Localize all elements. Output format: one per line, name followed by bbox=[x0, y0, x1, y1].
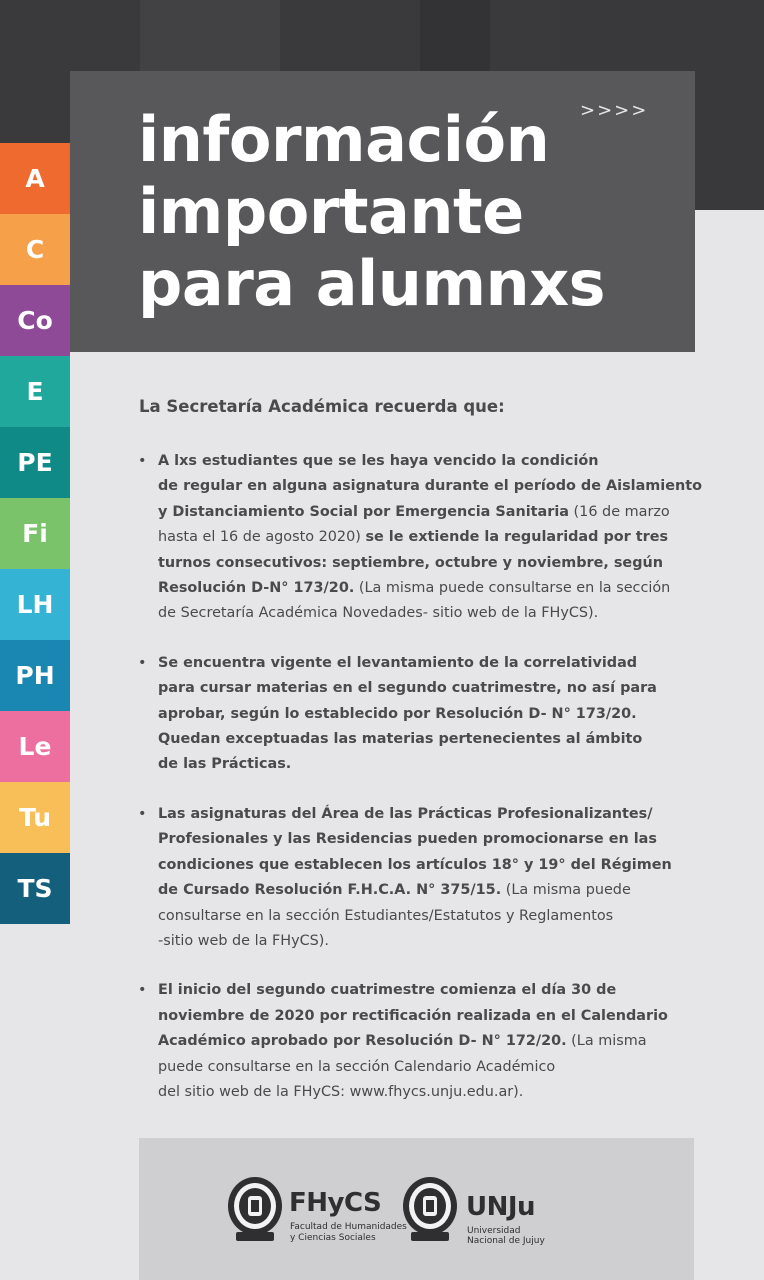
career-tab-lh: LH bbox=[0, 569, 70, 640]
career-tab-tu: Tu bbox=[0, 782, 70, 853]
notice-line bbox=[158, 651, 708, 676]
fhycs-seal-icon bbox=[226, 1174, 284, 1244]
notice-line bbox=[158, 551, 708, 576]
unju-seal-icon bbox=[401, 1174, 459, 1244]
title-line-1: información bbox=[138, 103, 550, 176]
title-line-2: importante bbox=[138, 175, 524, 248]
notice-text: de Secretaría Académica Novedades- sitio web de la FHyCS). bbox=[158, 605, 599, 622]
notice-line bbox=[158, 878, 708, 903]
notice-text-bold: de las Prácticas. bbox=[158, 756, 292, 773]
notice-text-bold: turnos consecutivos: septiembre, octubre y noviembre, según bbox=[158, 554, 663, 571]
notice-line bbox=[158, 1080, 708, 1105]
notice-text-bold: condiciones que establecen los artículos 18° y 19° del Régimen bbox=[158, 856, 672, 873]
career-tab-ph: PH bbox=[0, 640, 70, 711]
footer-logos bbox=[139, 1138, 694, 1280]
title-arrows: >>>> bbox=[580, 100, 649, 121]
notice-text-bold: Académico aprobado por Resolución D- N° 172/20. bbox=[158, 1033, 567, 1050]
notice-text-bold: y Distanciamiento Social por Emergencia Sanitaria bbox=[158, 503, 569, 520]
career-tab-co: Co bbox=[0, 285, 70, 356]
notice-text-bold: se le extiende la regularidad por tres bbox=[365, 529, 669, 546]
notice-line bbox=[158, 904, 708, 929]
career-tab-c: C bbox=[0, 214, 70, 285]
fhycs-subtitle-1: Facultad de Humanidades bbox=[290, 1222, 407, 1232]
notice-line bbox=[158, 449, 708, 474]
notice-text-bold: A lxs estudiantes que se les haya vencido la condición bbox=[158, 453, 599, 469]
notice-item bbox=[138, 449, 708, 627]
career-tabs bbox=[0, 143, 70, 924]
notice-text-bold: para cursar materias en el segundo cuatrimestre, no así para bbox=[158, 680, 657, 697]
notice-line bbox=[158, 727, 708, 752]
notice-text-bold: Quedan exceptuadas las materias pertenecientes al ámbito bbox=[158, 731, 643, 748]
notice-text: (16 de marzo bbox=[568, 503, 670, 520]
notice-line bbox=[158, 1029, 708, 1054]
career-tab-pe: PE bbox=[0, 427, 70, 498]
notice-text-bold: de regular en alguna asignatura durante el período de Aislamiento bbox=[158, 478, 702, 495]
notice-list bbox=[138, 449, 708, 1105]
fhycs-subtitle-2: y Ciencias Sociales bbox=[290, 1233, 376, 1243]
career-tab-ts: TS bbox=[0, 853, 70, 924]
career-tab-a: A bbox=[0, 143, 70, 214]
notice-line bbox=[158, 525, 708, 550]
notice-line bbox=[158, 827, 708, 852]
notice-text: consultarse en la sección Estudiantes/Estatutos y Reglamentos bbox=[158, 907, 614, 924]
intro-text: La Secretaría Académica recuerda que: bbox=[139, 397, 505, 416]
unju-name: UNJu bbox=[466, 1192, 536, 1222]
notice-line bbox=[158, 676, 708, 701]
notice-line bbox=[158, 752, 708, 777]
unju-subtitle-1: Universidad bbox=[467, 1226, 521, 1236]
notice-text: puede consultarse en la sección Calendario Académico bbox=[158, 1058, 556, 1075]
notice-text-bold: Las asignaturas del Área de las Prácticas Profesionalizantes/ bbox=[158, 805, 653, 822]
notice-line bbox=[158, 853, 708, 878]
notice-line bbox=[158, 500, 708, 525]
notice-line bbox=[158, 978, 708, 1003]
bullet-dot: • bbox=[138, 982, 147, 999]
notice-line bbox=[158, 576, 708, 601]
notice-line bbox=[158, 702, 708, 727]
title-line-3: para alumnxs bbox=[138, 247, 606, 320]
notice-line bbox=[158, 1055, 708, 1080]
notice-item bbox=[138, 978, 708, 1105]
notice-line bbox=[158, 474, 708, 499]
notice-text: (La misma bbox=[566, 1033, 647, 1050]
notice-text-bold: noviembre de 2020 por rectificación realizada en el Calendario bbox=[158, 1007, 668, 1024]
notice-item bbox=[138, 651, 708, 778]
bullet-dot: • bbox=[138, 453, 147, 469]
notice-line bbox=[158, 601, 708, 626]
bullet-dot: • bbox=[138, 654, 147, 671]
notice-item bbox=[138, 802, 708, 954]
fhycs-name: FHyCS bbox=[289, 1188, 382, 1218]
career-tab-le: Le bbox=[0, 711, 70, 782]
notice-text-bold: de Cursado Resolución F.H.C.A. N° 375/15. bbox=[158, 882, 502, 899]
notice-line bbox=[158, 929, 708, 954]
notice-text-bold: Se encuentra vigente el levantamiento de la correlatividad bbox=[158, 654, 638, 671]
notice-text-bold: El inicio del segundo cuatrimestre comienza el día 30 de bbox=[158, 982, 617, 999]
notice-text: del sitio web de la FHyCS: www.fhycs.unju.edu.ar). bbox=[158, 1083, 524, 1100]
notice-line bbox=[158, 1004, 708, 1029]
notice-text: (La misma puede consultarse en la sección bbox=[354, 580, 671, 597]
notice-text-bold: Profesionales y las Residencias pueden promocionarse en las bbox=[158, 831, 657, 848]
notice-line bbox=[158, 802, 708, 827]
notice-text: hasta el 16 de agosto 2020) bbox=[158, 529, 366, 546]
career-tab-e: E bbox=[0, 356, 70, 427]
notice-text-bold: aprobar, según lo establecido por Resolución D- N° 173/20. bbox=[158, 705, 637, 722]
notice-text: -sitio web de la FHyCS). bbox=[158, 932, 329, 949]
career-tab-fi: Fi bbox=[0, 498, 70, 569]
notice-text: (La misma puede bbox=[501, 882, 631, 899]
notice-text-bold: Resolución D-N° 173/20. bbox=[158, 580, 355, 597]
unju-subtitle-2: Nacional de Jujuy bbox=[467, 1236, 545, 1246]
bullet-dot: • bbox=[138, 805, 147, 822]
